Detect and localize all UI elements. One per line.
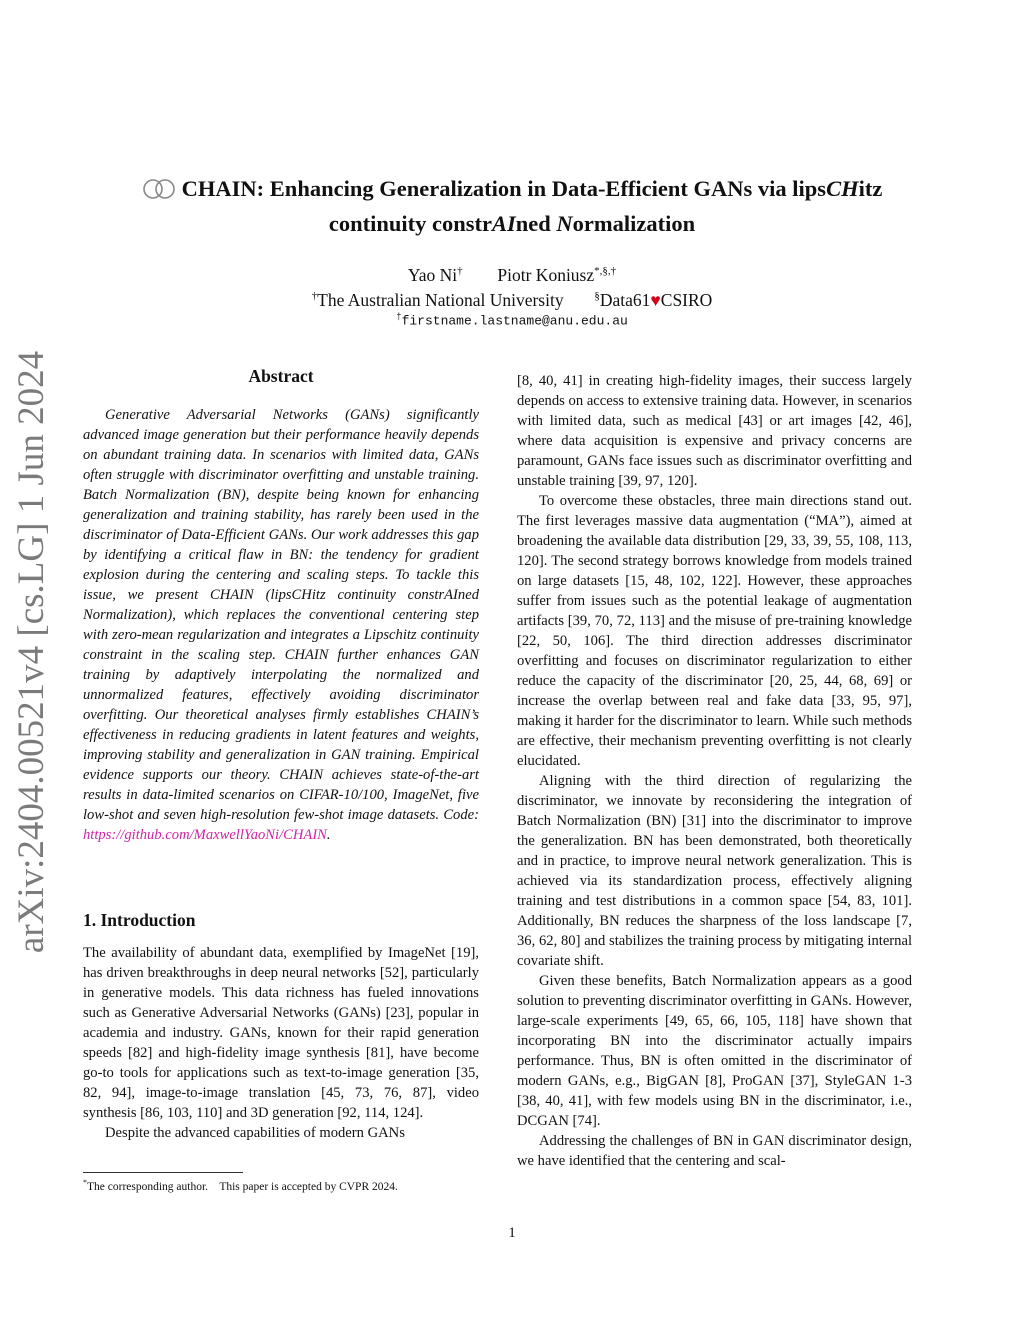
paragraph: Addressing the challenges of BN in GAN discriminator design, we have identified that the centering and scal- [517, 1133, 912, 1169]
author-email[interactable]: †firstname.lastname@anu.edu.au [396, 312, 628, 329]
code-link[interactable]: https://github.com/MaxwellYaoNi/CHAIN [83, 827, 327, 843]
paragraph: Aligning with the third direction of regularizing the discriminator, we innovate by reconsidering the integration of Batch Normalization (BN) [31] into the discriminator to improve the generalization. BN has been demonstrated, both theoretically and in practice, to improve neural network generalization. This is achieved via its standardization process, effectively aligning training and test distributions in a common space [54, 83, 101]. Additionally, BN reduces the sharpness of the loss landscape [7, 36, 62, 80] and stabilizes the training process by mitigating internal covariate shift. [517, 773, 912, 969]
affiliations: †The Australian National University §Data61♥CSIRO [311, 289, 713, 310]
abstract-heading: Abstract [248, 366, 314, 386]
paper-title: CHAIN: Enhancing Generalization in Data-Efficient GANs via lipsCHitz continuity constrAIned Normalization [60, 173, 964, 239]
paragraph: [8, 40, 41] in creating high-fidelity images, their success largely depends on access to extensive training data. However, in scenarios with limited data, such as medical [43] or art images [42, 46], where data acquisition is expensive and privacy concerns are paramount, GANs face issues such as discriminator overfitting and unstable training [39, 97, 120]. [517, 373, 912, 489]
paragraph: Despite the advanced capabilities of modern GANs [105, 1125, 405, 1141]
chain-logo-icon [142, 177, 176, 208]
author-name: Piotr Koniusz [497, 264, 595, 285]
author-name: Yao Ni [407, 264, 458, 285]
footnote-divider [83, 1172, 243, 1173]
arxiv-identifier: arXiv:2404.00521v4 [cs.LG] 1 Jun 2024 [11, 350, 52, 954]
paragraph: The availability of abundant data, exemplified by ImageNet [19], has driven breakthroughs in deep neural networks [52], particularly in generative models. This data richness has fueled innovations such as Generative Adversarial Networks (GANs) [23], popular in academia and industry. GANs, known for their rapid generation speeds [82] and high-fidelity image synthesis [81], have become go-to tools for applications such as text-to-image generation [35, 82, 94], image-to-image translation [45, 73, 76, 87], video synthesis [86, 103, 110] and 3D generation [92, 114, 124]. [83, 945, 479, 1121]
footnote: *The corresponding author. This paper is accepted by CVPR 2024. [83, 1178, 398, 1193]
abstract-body: Generative Adversarial Networks (GANs) significantly advanced image generation but their performance heavily depends on abundant training data. In scenarios with limited data, GANs often struggle with discriminator overfitting and unstable training. Batch Normalization (BN), despite being known for enhancing generalization and training stability, has rarely been used in the discriminator of Data-Efficient GANs. Our work addresses this gap by identifying a critical flaw in BN: the tendency for gradient explosion during the centering and scaling steps. To tackle this issue, we present CHAIN (lipsCHitz continuity constrAIned Normalization), which replaces the conventional centering step with zero-mean regularization and integrates a Lipschitz continuity constraint in the scaling step. CHAIN further enhances GAN training by adaptively interpolating the normalized and unnormalized features, effectively avoiding discriminator overfitting. Our theoretical analyses firmly establishes CHAIN’s effectiveness in reducing gradients in latent features and weights, improving stability and generalization in GAN training. Empirical evidence supports our theory. CHAIN achieves state-of-the-art results in data-limited scenarios on CIFAR-10/100, ImageNet, five low-shot and seven high-resolution few-shot image datasets. Code: https://github.com/MaxwellYaoNi/CHAIN. [83, 407, 479, 843]
page-number: 1 [508, 1225, 516, 1241]
author-list: Yao Ni† Piotr Koniusz*,§,† [407, 264, 617, 285]
introduction-left-column [83, 943, 479, 1143]
heart-icon: ♥ [650, 289, 661, 310]
introduction-right-column [517, 371, 912, 1171]
section-heading-introduction: 1. Introduction [83, 910, 196, 930]
paragraph: Given these benefits, Batch Normalization appears as a good solution to preventing discriminator overfitting in GANs. However, large-scale experiments [49, 65, 66, 105, 118] have shown that incorporating BN into the discriminator actually impairs performance. Thus, BN is often omitted in the discriminator of modern GANs, e.g., BigGAN [8], ProGAN [37], StyleGAN 1-3 [38, 40, 41], with few models using BN in the discriminator, i.e., DCGAN [74]. [517, 973, 912, 1129]
paragraph: To overcome these obstacles, three main directions stand out. The first leverages massive data augmentation (“MA”), aimed at broadening the available data distribution [29, 33, 39, 55, 108, 113, 120]. The second strategy borrows knowledge from models trained on large datasets [15, 48, 102, 122]. However, these approaches suffer from issues such as the potential leakage of augmentation artifacts [39, 70, 72, 113] and the misuse of pre-training knowledge [22, 50, 106]. The third direction addresses discriminator overfitting and focuses on discriminator regularization to either reduce the capacity of the discriminator [20, 25, 44, 68, 69] or increase the overlap between real and fake data [33, 95, 97], making it harder for the discriminator to learn. While such methods are effective, their mechanism preventing overfitting is not clearly elucidated. [517, 493, 912, 769]
